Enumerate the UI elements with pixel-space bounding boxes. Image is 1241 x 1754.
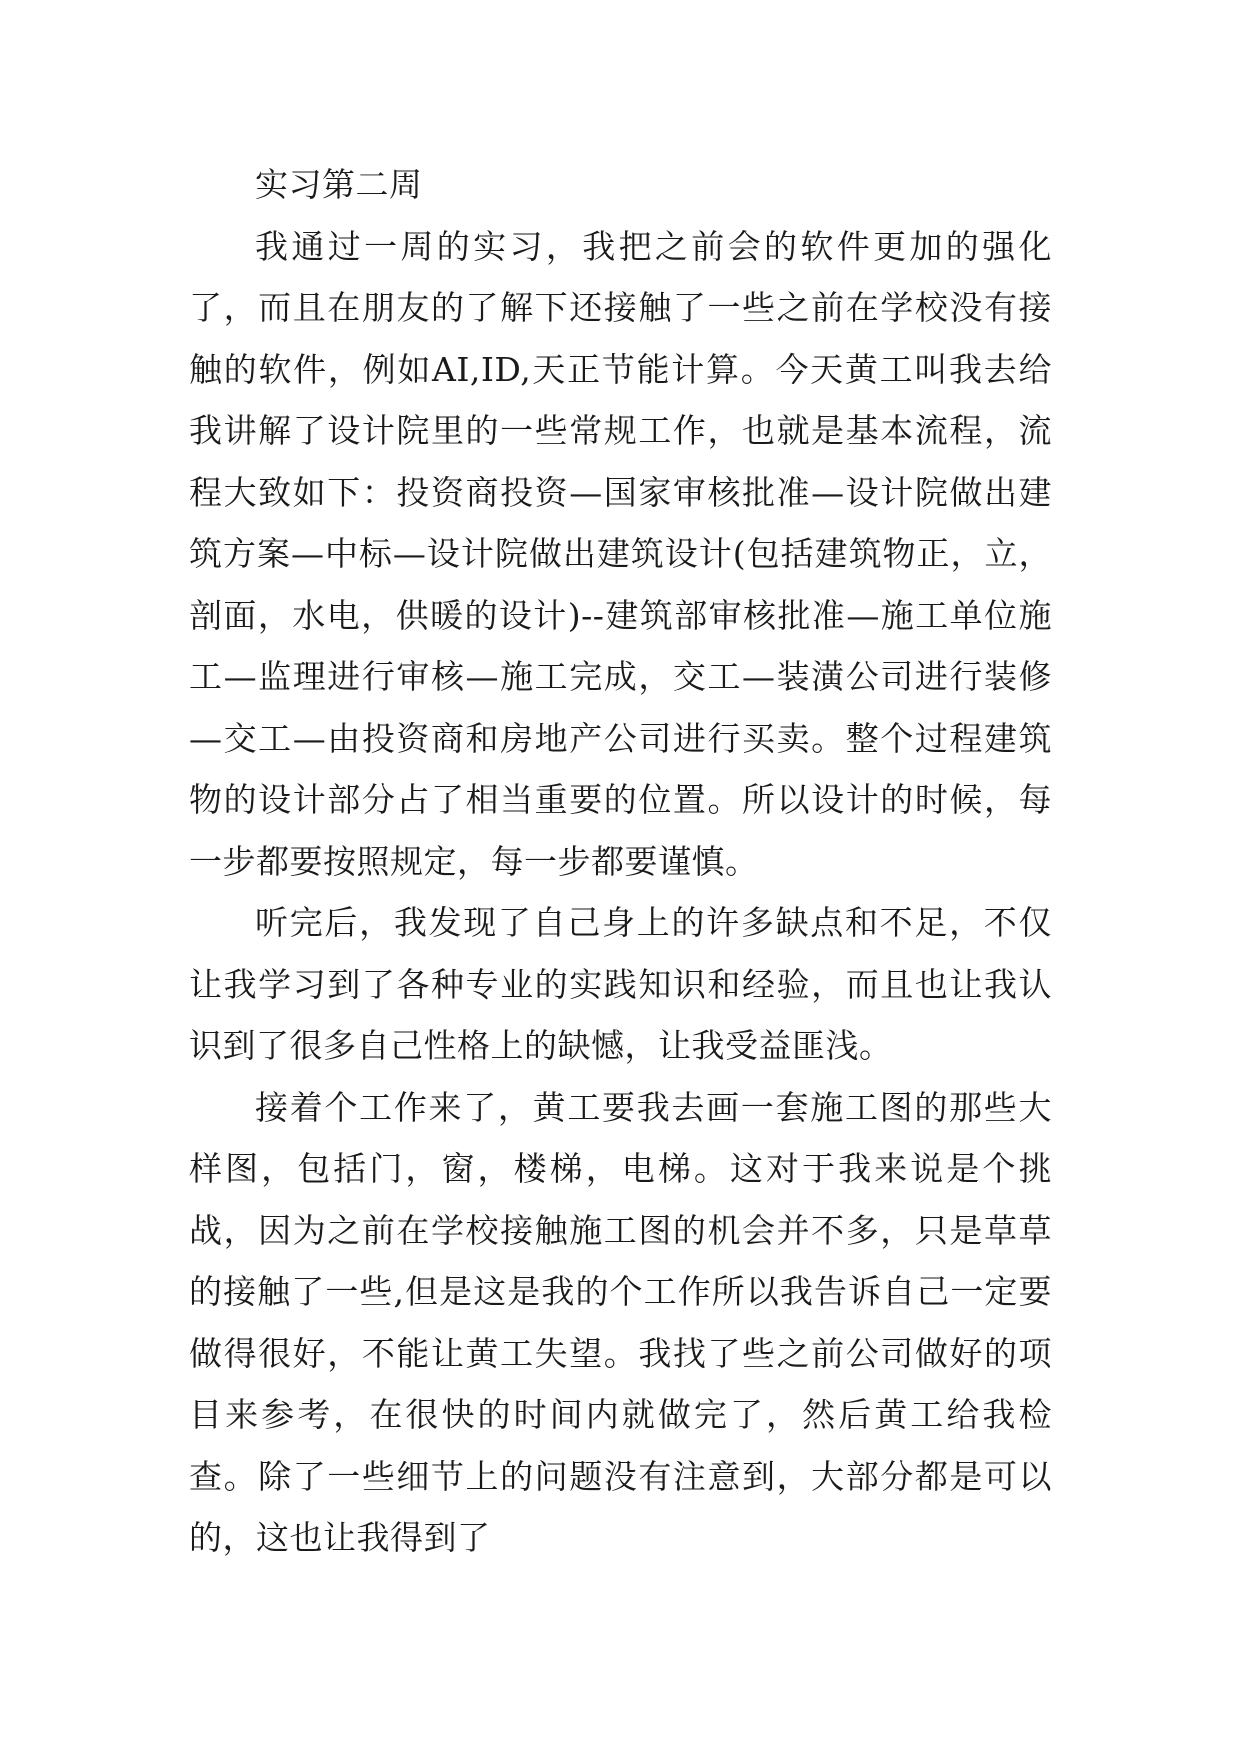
paragraph-internship-overview: 我通过一周的实习，我把之前会的软件更加的强化了，而且在朋友的了解下还接触了一些之前在学校没有接触的软件，例如AI,ID,天正节能计算。今天黄工叫我去给我讲解了设计院里的一些常规工作，也就是基本流程，流程大致如下：投资商投资—国家审核批准—设计院做出建筑方案—中标—设计院做出建筑设计(包括建筑物正，立，剖面，水电，供暖的设计)--建筑部审核批准—施工单位施工—监理进行审核—施工完成，交工—装潢公司进行装修—交工—由投资商和房地产公司进行买卖。整个过程建筑物的设计部分占了相当重要的位置。所以设计的时候，每一步都要按照规定，每一步都要谨慎。 bbox=[189, 226, 1052, 881]
document-body bbox=[189, 154, 1052, 1569]
paragraph-reflection: 听完后，我发现了自己身上的许多缺点和不足，不仅让我学习到了各种专业的实践知识和经验，而且也让我认识到了很多自己性格上的缺憾，让我受益匪浅。 bbox=[189, 903, 1052, 1065]
paragraph-first-task: 接着个工作来了，黄工要我去画一套施工图的那些大样图，包括门，窗，楼梯，电梯。这对于我来说是个挑战，因为之前在学校接触施工图的机会并不多，只是草草的接触了一些,但是这是我的个工作所以我告诉自己一定要做得很好，不能让黄工失望。我找了些之前公司做好的项目来参考，在很快的时间内就做完了，然后黄工给我检查。除了一些细节上的问题没有注意到，大部分都是可以的，这也让我得到了 bbox=[189, 1087, 1052, 1557]
section-title: 实习第二周 bbox=[255, 165, 423, 204]
